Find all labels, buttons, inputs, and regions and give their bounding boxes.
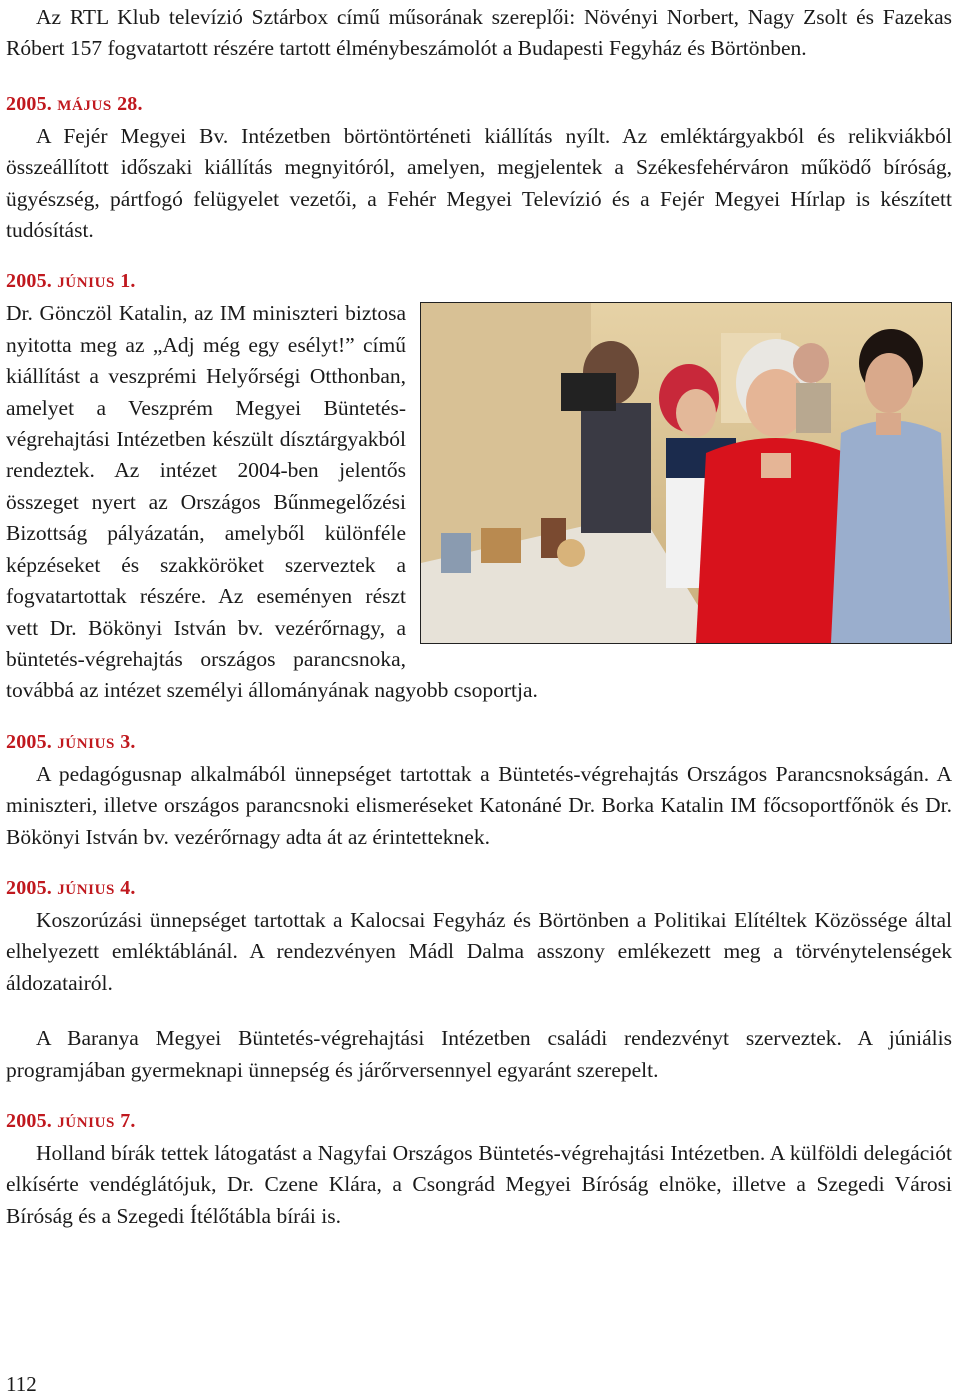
date-day: 3.: [120, 730, 136, 753]
page-number: 112: [6, 1372, 37, 1396]
document-page: [6, 0, 952, 1232]
paragraph-dutch-judges: Holland bírák tettek látogatást a Nagyfai Országos Büntetés-végrehajtási Intézetben. A külföldi delegációt elkísérte vendéglátójuk, Dr. Czene Klára, a Csongrád Megyei Bíróság elnöke, illetve a Szegedi Városi Bíróság és a Szegedi Ítélőtábla bírái is.: [6, 1140, 952, 1228]
date-month: MÁJUS: [57, 97, 112, 114]
date-heading-june-1: [6, 266, 952, 298]
paragraph-pedagogusnap: A pedagógusnap alkalmából ünnepséget tartottak a Büntetés-végrehajtás Országos Parancsnokságán. A miniszteri, illetve országos parancsnoki elismeréseket Katonáné Dr. Borka Katalin IM főcsoportfőnök és Dr. Bökönyi István bv. vezérőrnagy adta át az érintetteknek.: [6, 761, 952, 849]
paragraph-fejer-exhibition: A Fejér Megyei Bv. Intézetben börtöntörténeti kiállítás nyílt. Az emléktárgyakból és relikviákból összeállított időszaki kiállítás megnyitóról, amelyen, megjelentek a Székesfehérváron működő bíróság, ügyészség, pártfogó felügyelet vezetői, a Fehér Megyei Televízió és a Fejér Megyei Hírlap is készített tudósítást.: [6, 123, 952, 243]
paragraph-baranya-family-event: A Baranya Megyei Büntetés-végrehajtási Intézetben családi rendezvényt szerveztek. A júniális programjában gyermeknapi ünnepség és járőrversennyel egyaránt szerepelt.: [6, 1026, 952, 1082]
exhibition-photo-image: [421, 303, 951, 643]
date-day: 28.: [117, 92, 143, 115]
date-day: 7.: [120, 1109, 136, 1132]
date-day: 4.: [120, 876, 136, 899]
date-month: JÚNIUS: [57, 881, 115, 898]
date-month: JÚNIUS: [57, 275, 115, 292]
date-day: 1.: [120, 270, 136, 293]
date-month: JÚNIUS: [57, 1114, 115, 1131]
date-month: JÚNIUS: [57, 735, 115, 752]
date-year: 2005.: [6, 730, 52, 753]
date-year: 2005.: [6, 1109, 52, 1132]
paragraph-kalocsa-wreath: Koszorúzási ünnepséget tartottak a Kalocsai Fegyház és Börtönben a Politikai Elítéltek Közössége által elhelyezett emléktáblánál. A rendezvényen Mádl Dalma asszony emlékezett meg a törvénytelenségek áldozatairól.: [6, 907, 952, 995]
date-heading-june-7: [6, 1106, 952, 1138]
date-year: 2005.: [6, 876, 52, 899]
date-heading-june-3: [6, 727, 952, 759]
paragraph-veszprem-exhibition: Dr. Gönczöl Katalin, az IM miniszteri biztosa nyitotta meg az „Adj még egy esélyt!” című kiállítást a veszprémi Helyőrségi Otthonban, amelyet a Veszprém Megyei Büntetés-végrehajtási Intézetben készült dísztárgyakból rendeztek. Az intézet 2004-ben jelentős összeget nyert az Országos Bűnmegelőzési Bizottság pályázatán, amelyből különféle képzéseket és szakköröket szerveztek a fogvatartottak részére. Az eseményen részt vett Dr. Bökönyi István bv. vezérőrnagy, a büntetés-végrehajtás országos parancsnoka, továbbá az intézet személyi állományának nagyobb csoportja.: [6, 301, 538, 703]
date-heading-june-4: [6, 873, 952, 905]
date-year: 2005.: [6, 270, 52, 293]
paragraph-sztarbox: Az RTL Klub televízió Sztárbox című műsorának szereplői: Növényi Norbert, Nagy Zsolt és Fazekas Róbert 157 fogvatartott részére tartott élménybeszámolót a Budapesti Fegyház és Börtönben.: [6, 5, 952, 61]
date-heading-may-28: [6, 89, 952, 121]
date-year: 2005.: [6, 92, 52, 115]
event-photo: [420, 302, 952, 644]
